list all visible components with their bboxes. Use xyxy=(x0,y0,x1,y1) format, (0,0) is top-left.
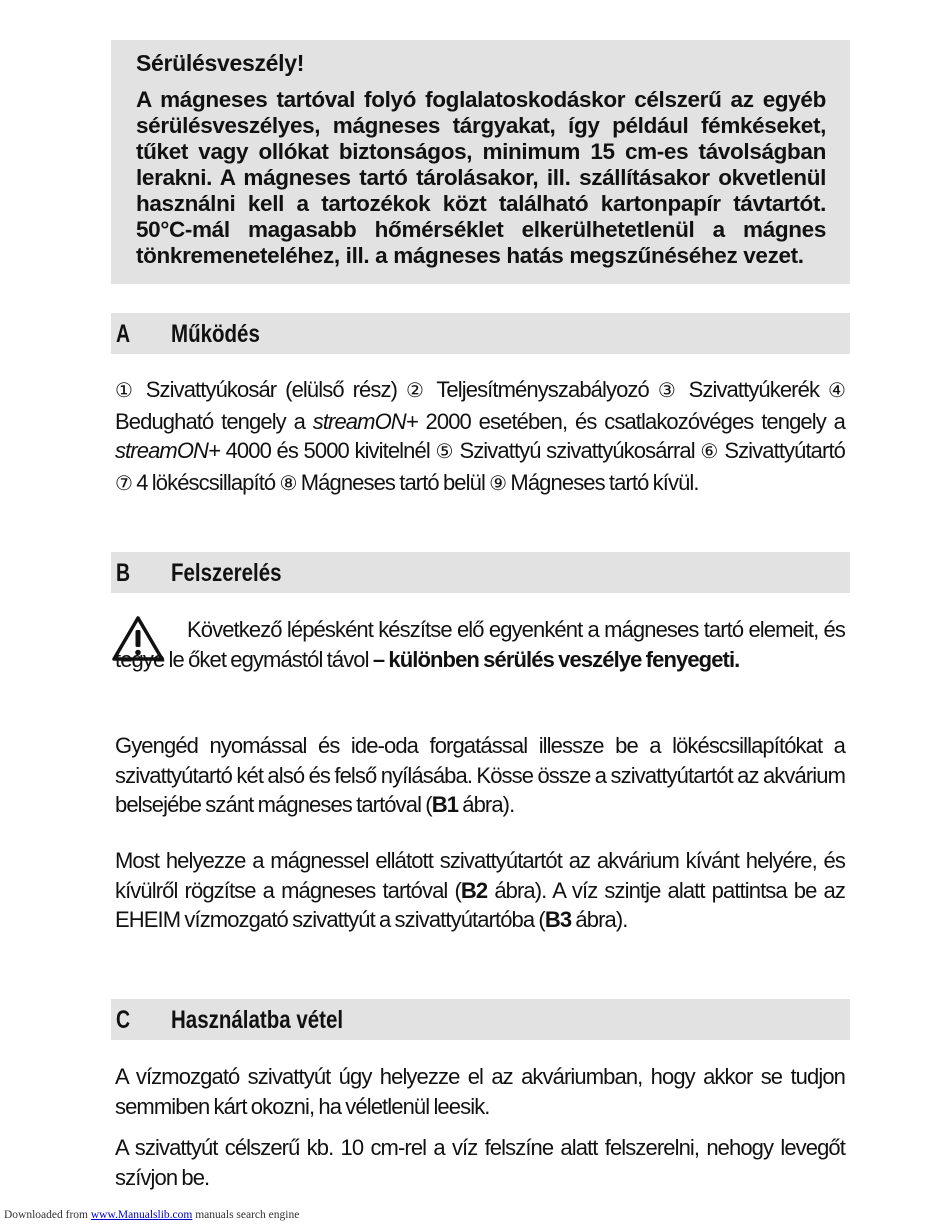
part-3-number: ③ xyxy=(657,380,680,402)
part-2-label: Teljesítményszabályozó xyxy=(436,377,649,402)
model-name-2: streamON+ xyxy=(115,438,220,463)
part-6-number: ⑥ xyxy=(700,441,719,463)
install-text-2a: Most helyezze a mágnessel ellátott szivattyútartót az akvárium kívánt helyére, és kívülről rögzítse a mágneses tartóval ( xyxy=(115,848,845,903)
usage-paragraph-1: A vízmozgató szivattyút úgy helyezze el az akváriumban, hogy akkor se tudjon semmiben kárt okozni, ha véletlenül leesik. xyxy=(115,1064,845,1119)
caution-text: Következő lépésként készítse elő egyenként a mágneses tartó elemeit, és tegye le őket egymástól távol xyxy=(115,617,845,672)
caution-bold-text: – különben sérülés veszélye fenyegeti. xyxy=(372,646,740,672)
part-4-number: ④ xyxy=(828,380,846,402)
part-5-number: ⑤ xyxy=(435,441,454,463)
section-c-title: Használatba vétel xyxy=(171,1006,344,1034)
part-4-label-c: 4000 és 5000 kivitelnél xyxy=(225,438,430,463)
section-b-title: Felszerelés xyxy=(171,559,282,587)
part-4-label-a: Bedugható tengely a xyxy=(115,408,305,434)
model-name-1: streamON+ xyxy=(312,408,418,434)
install-text-1a: Gyengéd nyomással és ide-oda forgatással illessze be a lökéscsillapítókat a szivattyútartó két alsó és felső nyílásába. Kösse össze a szivattyútartót az akvárium belsejébe szánt mágneses tartóval ( xyxy=(115,733,845,817)
caution-paragraph xyxy=(115,615,845,674)
parts-list xyxy=(115,375,845,499)
figure-ref-b1: B1 xyxy=(431,792,459,817)
part-7-label: 4 lökéscsillapító xyxy=(136,469,276,495)
part-7-number: ⑦ xyxy=(115,472,133,495)
section-a-title: Működés xyxy=(171,320,260,348)
install-paragraph-1 xyxy=(115,731,845,820)
part-8-number: ⑧ xyxy=(279,472,297,495)
manualslib-link[interactable]: www.Manualslib.com xyxy=(90,1209,193,1221)
injury-warning-box xyxy=(111,40,850,284)
usage-paragraph-2: A szivattyút célszerű kb. 10 cm-rel a víz felszíne alatt felszerelni, nehogy levegőt szívjon be. xyxy=(115,1135,845,1190)
footer-suffix: manuals search engine xyxy=(195,1209,300,1221)
part-9-number: ⑨ xyxy=(489,472,507,495)
install-text-1b: ábra). xyxy=(462,792,515,817)
warning-title: Sérülésveszély! xyxy=(136,50,305,76)
part-5-label: Szivattyú szivattyúkosárral xyxy=(459,438,695,463)
section-c-header xyxy=(111,999,850,1040)
section-b-header xyxy=(111,552,850,593)
warning-text: A mágneses tartóval folyó foglalatoskodáskor célszerű az egyéb sérülésveszélyes, mágneses tárgyakat, így például fémkéseket, tűket vagy ollókat biztonságos, minimum 15 cm-es távolságban lerakni. A mágneses tartó tárolásakor, ill. szállításakor okvetlenül használni kell a tartozékok közt található kartonpapír távtartót. 50°C-mál magasabb hőmérséklet elkerülhetetlenül a mágnes tönkremeneteléhez, ill. a mágneses hatás megszűnéséhez vezet. xyxy=(136,87,826,268)
section-c-letter: C xyxy=(116,1006,131,1034)
part-1-label: Szivattyúkosár (elülső rész) xyxy=(145,377,398,402)
install-paragraph-2 xyxy=(115,846,845,935)
section-a-letter: A xyxy=(116,320,131,348)
install-text-2b: ábra). A víz szintje alatt pattintsa be az EHEIM vízmozgató szivattyút a szivattyútartóba ( xyxy=(115,877,845,932)
section-a-header xyxy=(111,313,850,354)
download-footer xyxy=(4,1209,299,1221)
figure-ref-b3: B3 xyxy=(544,907,572,932)
part-1-number: ① xyxy=(115,380,137,402)
part-6-label: Szivattyútartó xyxy=(724,438,845,463)
part-2-number: ② xyxy=(405,380,428,402)
part-9-label: Mágneses tartó kívül. xyxy=(510,469,699,495)
section-b-letter: B xyxy=(116,559,131,587)
part-4-label-b: 2000 esetében, és csatlakozóvéges tengely a xyxy=(425,408,845,434)
part-8-label: Mágneses tartó belül xyxy=(300,469,485,495)
install-text-2c: ábra). xyxy=(575,907,628,932)
figure-ref-b2: B2 xyxy=(460,877,488,903)
footer-prefix: Downloaded from xyxy=(4,1209,88,1221)
part-3-label: Szivattyúkerék xyxy=(688,377,820,402)
